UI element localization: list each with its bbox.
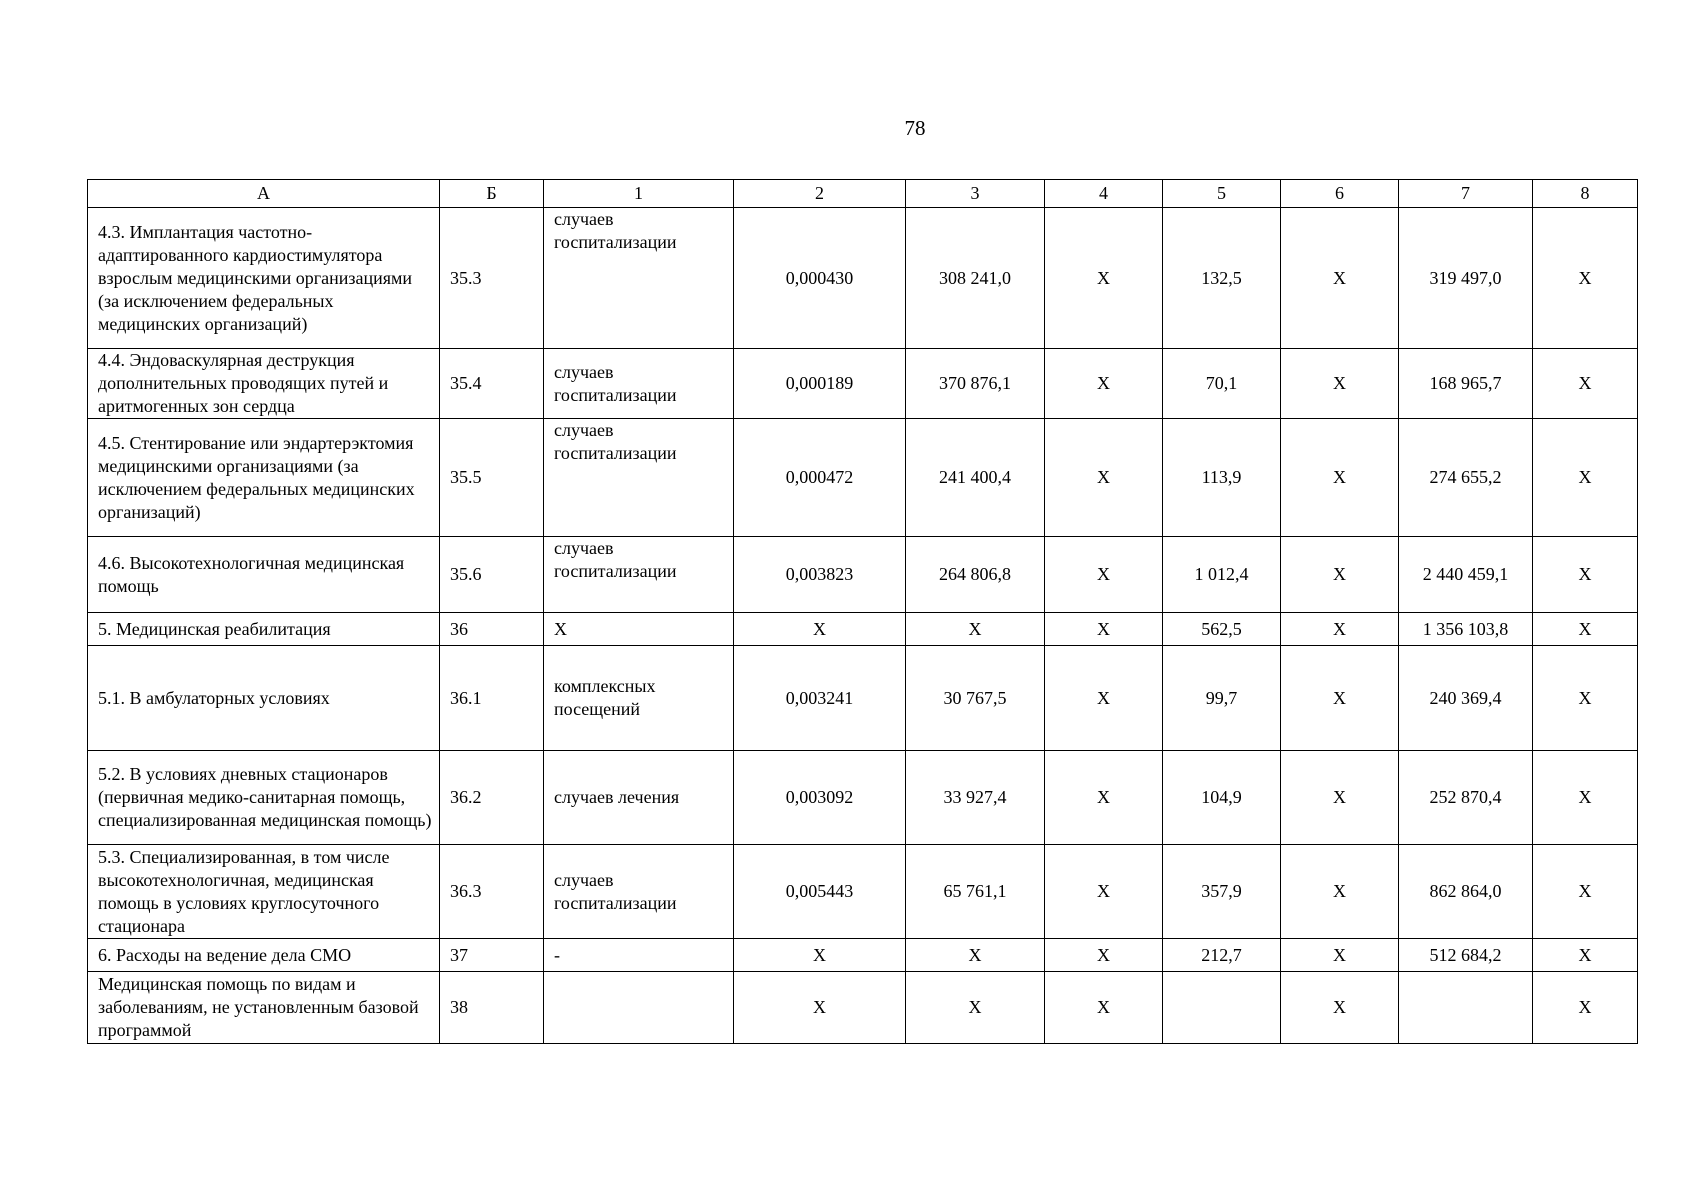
col5-cell: 70,1 [1163,349,1281,419]
column-header: Б [440,180,544,208]
row-code-cell: 35.3 [440,208,544,349]
col2-cell: 0,000189 [734,349,906,419]
row-name-cell: 4.5. Стентирование или эндартерэктомия медицинскими организациями (за исключением федеральных медицинских организаций) [88,419,440,537]
col4-cell: Х [1045,845,1163,939]
col6-cell: Х [1281,613,1399,646]
col8-cell: Х [1533,751,1638,845]
col8-cell: Х [1533,845,1638,939]
row-code-cell: 35.4 [440,349,544,419]
unit-cell: комплексных посещений [544,646,734,751]
col8-cell: Х [1533,349,1638,419]
row-name-cell: 4.6. Высокотехнологичная медицинская помощь [88,537,440,613]
col3-cell: 65 761,1 [906,845,1045,939]
col7-cell: 512 684,2 [1399,939,1533,972]
col5-cell: 99,7 [1163,646,1281,751]
col2-cell: 0,005443 [734,845,906,939]
column-header: 4 [1045,180,1163,208]
unit-cell: случаев лечения [544,751,734,845]
col4-cell: Х [1045,537,1163,613]
col7-cell [1399,972,1533,1044]
table-row [88,613,1638,646]
col5-cell: 104,9 [1163,751,1281,845]
col7-cell: 168 965,7 [1399,349,1533,419]
col3-cell: Х [906,939,1045,972]
unit-cell: случаев госпитализации [544,419,734,537]
table-row [88,939,1638,972]
col6-cell: Х [1281,419,1399,537]
col6-cell: Х [1281,349,1399,419]
col2-cell: 0,000472 [734,419,906,537]
col5-cell: 113,9 [1163,419,1281,537]
row-code-cell: 36 [440,613,544,646]
col6-cell: Х [1281,972,1399,1044]
col3-cell: 370 876,1 [906,349,1045,419]
col2-cell: Х [734,613,906,646]
col7-cell: 240 369,4 [1399,646,1533,751]
unit-cell: случаев госпитализации [544,537,734,613]
table-row [88,972,1638,1044]
col7-cell: 1 356 103,8 [1399,613,1533,646]
col4-cell: Х [1045,349,1163,419]
col4-cell: Х [1045,208,1163,349]
col6-cell: Х [1281,939,1399,972]
col2-cell: 0,003092 [734,751,906,845]
col8-cell: Х [1533,208,1638,349]
row-code-cell: 35.6 [440,537,544,613]
col8-cell: Х [1533,613,1638,646]
col3-cell: Х [906,613,1045,646]
col2-cell: Х [734,939,906,972]
col6-cell: Х [1281,646,1399,751]
col3-cell: 264 806,8 [906,537,1045,613]
col6-cell: Х [1281,537,1399,613]
header-row [88,180,1638,208]
unit-cell: Х [544,613,734,646]
col4-cell: Х [1045,613,1163,646]
data-table [87,179,1638,1044]
col8-cell: Х [1533,972,1638,1044]
unit-cell: случаев госпитализации [544,208,734,349]
col8-cell: Х [1533,646,1638,751]
row-code-cell: 36.3 [440,845,544,939]
col8-cell: Х [1533,419,1638,537]
row-code-cell: 38 [440,972,544,1044]
unit-cell [544,972,734,1044]
col2-cell: 0,000430 [734,208,906,349]
col4-cell: Х [1045,646,1163,751]
col5-cell: 562,5 [1163,613,1281,646]
col6-cell: Х [1281,751,1399,845]
col7-cell: 252 870,4 [1399,751,1533,845]
col5-cell: 212,7 [1163,939,1281,972]
column-header: А [88,180,440,208]
column-header: 8 [1533,180,1638,208]
col3-cell: 241 400,4 [906,419,1045,537]
col3-cell: 33 927,4 [906,751,1045,845]
table-row [88,208,1638,349]
col2-cell: 0,003823 [734,537,906,613]
col4-cell: Х [1045,972,1163,1044]
col4-cell: Х [1045,939,1163,972]
col5-cell: 357,9 [1163,845,1281,939]
row-code-cell: 36.2 [440,751,544,845]
table-row [88,419,1638,537]
column-header: 5 [1163,180,1281,208]
col7-cell: 862 864,0 [1399,845,1533,939]
table-row [88,845,1638,939]
column-header: 1 [544,180,734,208]
row-name-cell: 5.2. В условиях дневных стационаров (первичная медико-санитарная помощь, специализированная медицинская помощь) [88,751,440,845]
column-header: 3 [906,180,1045,208]
unit-cell: случаев госпитализации [544,845,734,939]
row-name-cell: 4.4. Эндоваскулярная деструкция дополнительных проводящих путей и аритмогенных зон сердца [88,349,440,419]
column-header: 7 [1399,180,1533,208]
col4-cell: Х [1045,419,1163,537]
col6-cell: Х [1281,208,1399,349]
row-name-cell: 6. Расходы на ведение дела СМО [88,939,440,972]
col5-cell: 1 012,4 [1163,537,1281,613]
row-code-cell: 37 [440,939,544,972]
unit-cell: - [544,939,734,972]
col8-cell: Х [1533,939,1638,972]
row-name-cell: 5. Медицинская реабилитация [88,613,440,646]
column-header: 2 [734,180,906,208]
col8-cell: Х [1533,537,1638,613]
col5-cell: 132,5 [1163,208,1281,349]
col2-cell: Х [734,972,906,1044]
row-name-cell: 4.3. Имплантация частотно-адаптированного кардиостимулятора взрослым медицинскими организациями (за исключением федеральных медицинских организаций) [88,208,440,349]
table-row [88,349,1638,419]
col3-cell: Х [906,972,1045,1044]
row-name-cell: Медицинская помощь по видам и заболеваниям, не установленным базовой программой [88,972,440,1044]
col3-cell: 30 767,5 [906,646,1045,751]
col3-cell: 308 241,0 [906,208,1045,349]
col2-cell: 0,003241 [734,646,906,751]
table-row [88,751,1638,845]
row-code-cell: 36.1 [440,646,544,751]
col6-cell: Х [1281,845,1399,939]
col7-cell: 2 440 459,1 [1399,537,1533,613]
page-number: 78 [904,116,926,140]
table-row [88,646,1638,751]
table-row [88,537,1638,613]
col7-cell: 274 655,2 [1399,419,1533,537]
column-header: 6 [1281,180,1399,208]
col7-cell: 319 497,0 [1399,208,1533,349]
col4-cell: Х [1045,751,1163,845]
unit-cell: случаев госпитализации [544,349,734,419]
row-name-cell: 5.1. В амбулаторных условиях [88,646,440,751]
col5-cell [1163,972,1281,1044]
row-code-cell: 35.5 [440,419,544,537]
row-name-cell: 5.3. Специализированная, в том числе высокотехнологичная, медицинская помощь в условиях круглосуточного стационара [88,845,440,939]
